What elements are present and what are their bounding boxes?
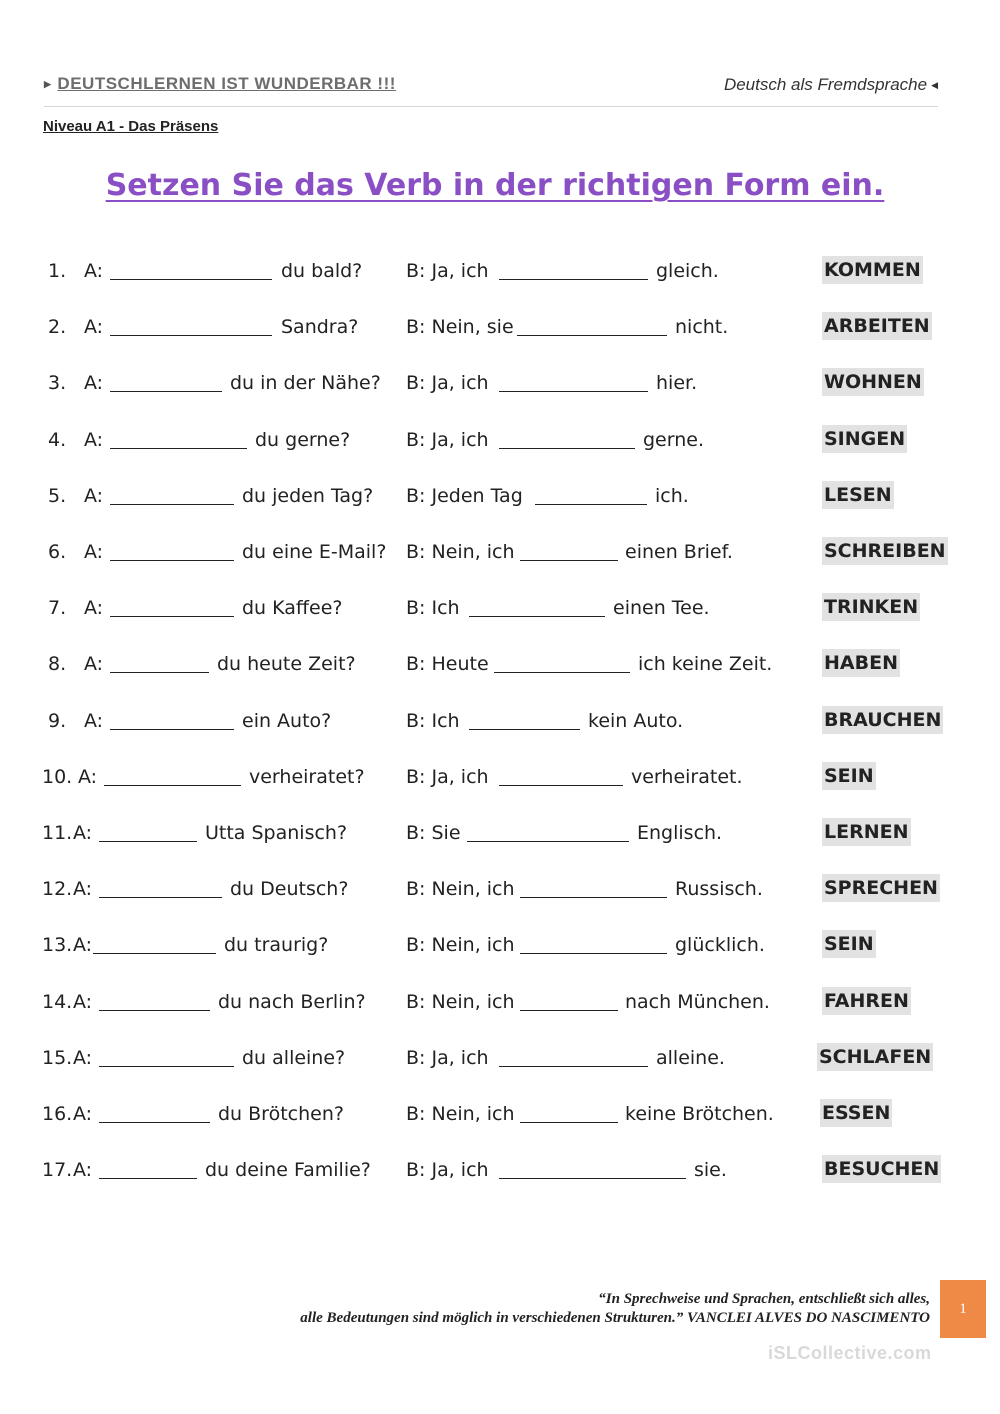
- reply-text-before: B: Ja, ich: [406, 1159, 489, 1182]
- question-text: du eine E-Mail?: [242, 541, 387, 563]
- item-number: 2.: [48, 316, 67, 339]
- verb-hint: WOHNEN: [822, 368, 924, 396]
- answer-blank-a[interactable]: [110, 448, 247, 449]
- speaker-a-label: A:: [84, 372, 104, 395]
- speaker-a-label: A:: [73, 1103, 93, 1125]
- answer-blank-a[interactable]: [110, 616, 234, 617]
- answer-blank-a[interactable]: [110, 391, 222, 392]
- reply-text-after: nicht.: [675, 316, 729, 339]
- question-text: du heute Zeit?: [217, 653, 356, 676]
- answer-blank-a[interactable]: [104, 785, 241, 786]
- answer-blank-a[interactable]: [99, 1122, 210, 1123]
- exercise-row: [0, 818, 1000, 848]
- header-left-text: DEUTSCHLERNEN IST WUNDERBAR !!!: [57, 74, 396, 93]
- exercise-row: [0, 368, 1000, 398]
- verb-hint: LERNEN: [822, 818, 911, 846]
- answer-blank-b[interactable]: [469, 616, 605, 617]
- answer-blank-a[interactable]: [93, 953, 216, 954]
- verb-hint: BESUCHEN: [822, 1155, 941, 1183]
- speaker-a-label: A:: [73, 878, 93, 901]
- reply-text-before: B: Nein, ich: [406, 878, 515, 901]
- reply-text-before: B: Ja, ich: [406, 765, 489, 788]
- reply-text-after: nach München.: [625, 990, 770, 1013]
- verb-hint: SINGEN: [822, 425, 907, 453]
- speaker-a-label: A:: [84, 597, 104, 620]
- reply-text-before: B: Heute: [406, 653, 489, 676]
- speaker-a-label: A:: [73, 934, 93, 957]
- reply-text-before: B: Nein, sie: [406, 316, 514, 339]
- answer-blank-b[interactable]: [517, 335, 667, 336]
- exercise-row: [0, 481, 1000, 511]
- question-text: du Deutsch?: [230, 878, 349, 901]
- question-text: Utta Spanisch?: [205, 822, 348, 844]
- answer-blank-b[interactable]: [499, 448, 635, 449]
- verb-hint: SCHREIBEN: [822, 537, 948, 565]
- watermark: iSLCollective.com: [768, 1343, 932, 1363]
- exercise-row: [0, 649, 1000, 679]
- reply-text-after: sie.: [694, 1159, 727, 1182]
- question-text: Sandra?: [281, 316, 359, 339]
- answer-blank-b[interactable]: [520, 1010, 618, 1011]
- answer-blank-b[interactable]: [520, 1122, 618, 1123]
- exercise-row: [0, 256, 1000, 286]
- reply-text-before: B: Jeden Tag: [406, 484, 523, 507]
- speaker-a-label: A:: [84, 484, 104, 507]
- answer-blank-a[interactable]: [99, 1010, 210, 1011]
- reply-text-before: B: Nein, ich: [406, 541, 515, 563]
- answer-blank-b[interactable]: [520, 560, 618, 561]
- answer-blank-b[interactable]: [520, 897, 667, 898]
- answer-blank-a[interactable]: [110, 335, 272, 336]
- exercise-row: [0, 762, 1000, 792]
- question-text: du alleine?: [242, 1046, 346, 1069]
- answer-blank-b[interactable]: [499, 279, 648, 280]
- answer-blank-b[interactable]: [499, 1178, 686, 1179]
- item-number: 13.: [42, 934, 73, 957]
- speaker-a-label: A:: [84, 316, 104, 339]
- answer-blank-a[interactable]: [110, 504, 234, 505]
- item-number: 1.: [48, 260, 67, 282]
- verb-hint: TRINKEN: [822, 593, 920, 621]
- exercise-row: [0, 312, 1000, 342]
- quote-line-2: alle Bedeutungen sind möglich in verschiedenen Strukturen.” VANCLEI ALVES DO NASCIMENTO: [300, 1310, 930, 1326]
- reply-text-before: B: Ja, ich: [406, 1046, 489, 1069]
- speaker-a-label: A:: [73, 990, 93, 1013]
- speaker-a-label: A:: [84, 428, 104, 451]
- verb-hint: SEIN: [822, 762, 876, 790]
- question-text: du jeden Tag?: [242, 484, 374, 507]
- speaker-a-label: A:: [84, 541, 104, 563]
- question-text: du deine Familie?: [205, 1159, 371, 1182]
- item-number: 16.: [42, 1103, 73, 1125]
- reply-text-after: verheiratet.: [631, 765, 743, 788]
- reply-text-after: einen Tee.: [613, 597, 710, 620]
- exercise-row: [0, 874, 1000, 904]
- item-number: 3.: [48, 372, 67, 395]
- verb-hint: KOMMEN: [822, 256, 923, 284]
- answer-blank-a[interactable]: [110, 729, 234, 730]
- answer-blank-b[interactable]: [467, 841, 629, 842]
- page-number: 1: [940, 1280, 986, 1338]
- reply-text-after: keine Brötchen.: [625, 1103, 774, 1125]
- question-text: du gerne?: [255, 428, 351, 451]
- speaker-a-label: A:: [73, 1046, 93, 1069]
- question-text: du nach Berlin?: [218, 990, 366, 1013]
- reply-text-before: B: Ich: [406, 709, 460, 732]
- question-text: verheiratet?: [249, 765, 365, 788]
- exercise-row: [0, 706, 1000, 736]
- quote-line-1: “In Sprechweise und Sprachen, entschließt sich alles,: [598, 1291, 930, 1307]
- reply-text-before: B: Nein, ich: [406, 990, 515, 1013]
- item-number: 4.: [48, 428, 67, 451]
- speaker-a-label: A:: [84, 709, 104, 732]
- speaker-a-label: A:: [78, 765, 98, 788]
- exercise-row: [0, 930, 1000, 960]
- level-label: Niveau A1 - Das Präsens: [43, 118, 219, 135]
- verb-hint: ESSEN: [820, 1099, 892, 1127]
- reply-text-after: glücklich.: [675, 934, 765, 957]
- item-number: 5.: [48, 484, 67, 507]
- triangle-right-icon: ▶: [44, 79, 52, 89]
- verb-hint: HABEN: [822, 649, 900, 677]
- answer-blank-b[interactable]: [499, 785, 623, 786]
- reply-text-before: B: Ja, ich: [406, 372, 489, 395]
- reply-text-before: B: Ja, ich: [406, 260, 489, 282]
- reply-text-after: Englisch.: [637, 822, 723, 844]
- exercise-row: [0, 987, 1000, 1017]
- verb-hint: FAHREN: [822, 987, 911, 1015]
- reply-text-after: Russisch.: [675, 878, 763, 901]
- item-number: 9.: [48, 709, 67, 732]
- answer-blank-a[interactable]: [110, 560, 234, 561]
- item-number: 15.: [42, 1046, 73, 1069]
- reply-text-after: ich.: [655, 484, 689, 507]
- speaker-a-label: A:: [84, 653, 104, 676]
- reply-text-after: alleine.: [656, 1046, 725, 1069]
- exercise-row: [0, 537, 1000, 567]
- exercise-row: [0, 593, 1000, 623]
- item-number: 8.: [48, 653, 67, 676]
- answer-blank-b[interactable]: [499, 1066, 648, 1067]
- reply-text-after: gerne.: [643, 428, 704, 451]
- answer-blank-b[interactable]: [499, 391, 648, 392]
- reply-text-before: B: Nein, ich: [406, 934, 515, 957]
- item-number: 14.: [42, 990, 73, 1013]
- reply-text-after: gleich.: [656, 260, 719, 282]
- reply-text-before: B: Ich: [406, 597, 460, 620]
- verb-hint: SPRECHEN: [822, 874, 940, 902]
- item-number: 11.: [42, 822, 73, 844]
- question-text: ein Auto?: [242, 709, 332, 732]
- question-text: du bald?: [281, 260, 363, 282]
- verb-hint: SEIN: [822, 930, 876, 958]
- reply-text-after: hier.: [656, 372, 698, 395]
- answer-blank-a[interactable]: [110, 279, 272, 280]
- answer-blank-b[interactable]: [494, 672, 630, 673]
- speaker-a-label: A:: [73, 1159, 93, 1182]
- reply-text-after: einen Brief.: [625, 541, 733, 563]
- reply-text-after: ich keine Zeit.: [638, 653, 773, 676]
- answer-blank-a[interactable]: [99, 1178, 197, 1179]
- item-number: 6.: [48, 541, 67, 563]
- question-text: du in der Nähe?: [230, 372, 381, 395]
- reply-text-before: B: Sie: [406, 822, 461, 844]
- speaker-a-label: A:: [73, 822, 93, 844]
- question-text: du Brötchen?: [218, 1103, 344, 1125]
- item-number: 17.: [42, 1159, 73, 1182]
- verb-hint: ARBEITEN: [822, 312, 932, 340]
- answer-blank-b[interactable]: [520, 953, 667, 954]
- exercise-row: [0, 1099, 1000, 1129]
- item-number: 12.: [42, 878, 73, 901]
- answer-blank-a[interactable]: [110, 672, 209, 673]
- reply-text-before: B: Nein, ich: [406, 1103, 515, 1125]
- verb-hint: SCHLAFEN: [817, 1043, 933, 1071]
- answer-blank-a[interactable]: [99, 897, 222, 898]
- exercise-title: Setzen Sie das Verb in der richtigen Form ein.: [105, 168, 885, 203]
- item-number: 10.: [42, 765, 73, 788]
- answer-blank-b[interactable]: [469, 729, 580, 730]
- speaker-a-label: A:: [84, 260, 104, 282]
- answer-blank-a[interactable]: [99, 841, 197, 842]
- header-divider: [44, 106, 938, 107]
- question-text: du Kaffee?: [242, 597, 343, 620]
- header-right: [724, 75, 938, 95]
- header-right-text: Deutsch als Fremdsprache: [723, 75, 928, 94]
- question-text: du traurig?: [224, 934, 329, 957]
- verb-hint: LESEN: [822, 481, 894, 509]
- header-left: [44, 74, 396, 94]
- exercise-row: [0, 1043, 1000, 1073]
- reply-text-after: kein Auto.: [588, 709, 684, 732]
- triangle-left-icon: ◀: [931, 80, 938, 90]
- reply-text-before: B: Ja, ich: [406, 428, 489, 451]
- item-number: 7.: [48, 597, 67, 620]
- verb-hint: BRAUCHEN: [822, 706, 943, 734]
- exercise-row: [0, 1155, 1000, 1185]
- exercise-row: [0, 425, 1000, 455]
- answer-blank-b[interactable]: [535, 504, 647, 505]
- answer-blank-a[interactable]: [99, 1066, 234, 1067]
